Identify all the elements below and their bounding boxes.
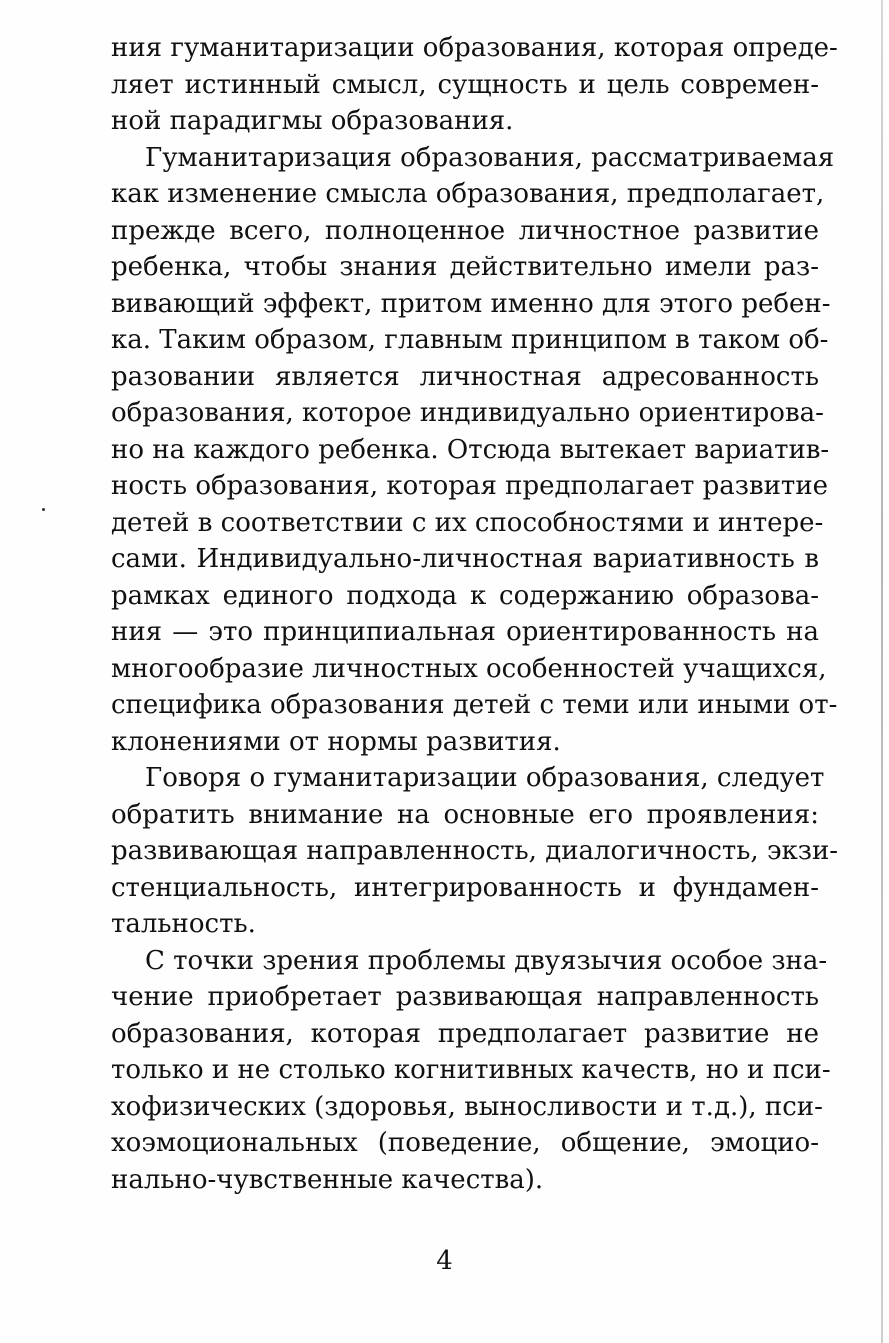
text-line: образования, которое индивидуально ориентирова-: [111, 398, 824, 428]
text-line: только и не столько когнитивных качеств, но и пси-: [111, 1055, 831, 1085]
text-line: хоэмоциональных (поведение, общение, эмоцио-: [111, 1128, 819, 1158]
text-line: многообразие личностных особенностей учащихся,: [111, 653, 827, 684]
text-line: чение приобретает развивающая направленность: [111, 982, 819, 1012]
text-line: специфика образования детей с теми или иными от-: [111, 690, 838, 720]
text-line: ность образования, которая предполагает развитие: [111, 471, 829, 501]
text-line: нально-чувственные качества).: [111, 1164, 544, 1195]
text-line: как изменение смысла образования, предполагает,: [111, 179, 825, 209]
text-line: образования, которая предполагает развитие не: [111, 1018, 819, 1049]
page-edge-shadow: [881, 0, 883, 1343]
text-line: ния — это принципиальная ориентированность на: [111, 617, 819, 647]
text-line: ребенка, чтобы знания действительно имели раз-: [111, 252, 819, 282]
text-line: ния гуманитаризации образования, которая опреде-: [111, 33, 838, 63]
text-line: С точки зрения проблемы двуязычия особое зна-: [145, 945, 828, 976]
text-line: Гуманитаризация образования, рассматриваемая: [145, 142, 835, 173]
text-line: прежде всего, полноценное личностное развитие: [111, 215, 819, 246]
text-line: обратить внимание на основные его проявления:: [111, 799, 819, 830]
text-line: клонениями от нормы развития.: [111, 726, 561, 757]
text-line: но на каждого ребенка. Отсюда вытекает вариатив-: [111, 434, 830, 465]
text-line: ляет истинный смысл, сущность и цель современ-: [111, 69, 819, 100]
text-line: детей в соответствии с их способностями и интере-: [111, 507, 824, 538]
text-line: развивающая направленность, диалогичность, экзи-: [111, 836, 839, 866]
text-line: тальность.: [111, 909, 256, 939]
paragraph: [111, 30, 838, 140]
text-line: ка. Таким образом, главным принципом в таком об-: [111, 325, 829, 355]
paragraph: [111, 760, 839, 943]
paragraph: [111, 140, 838, 761]
text-line: вивающий эффект, притом именно для этого ребен-: [111, 288, 831, 319]
text-line: ной парадигмы образования.: [111, 106, 514, 136]
text-line: разовании является личностная адресованность: [111, 361, 819, 392]
page-number: 4: [436, 1246, 453, 1276]
text-line: рамках единого подхода к содержанию образова-: [111, 580, 819, 611]
text-line: стенциальность, интегрированность и фундамен-: [111, 872, 819, 903]
text-line: сами. Индивидуально-личностная вариативность в: [111, 544, 819, 574]
text-line: хофизических (здоровья, выносливости и т.д.), пси-: [111, 1091, 823, 1122]
paragraph: [111, 943, 831, 1199]
text-line: Говоря о гуманитаризации образования, следует: [145, 763, 825, 793]
body-text: [111, 30, 839, 1198]
scan-speck: [42, 508, 45, 511]
